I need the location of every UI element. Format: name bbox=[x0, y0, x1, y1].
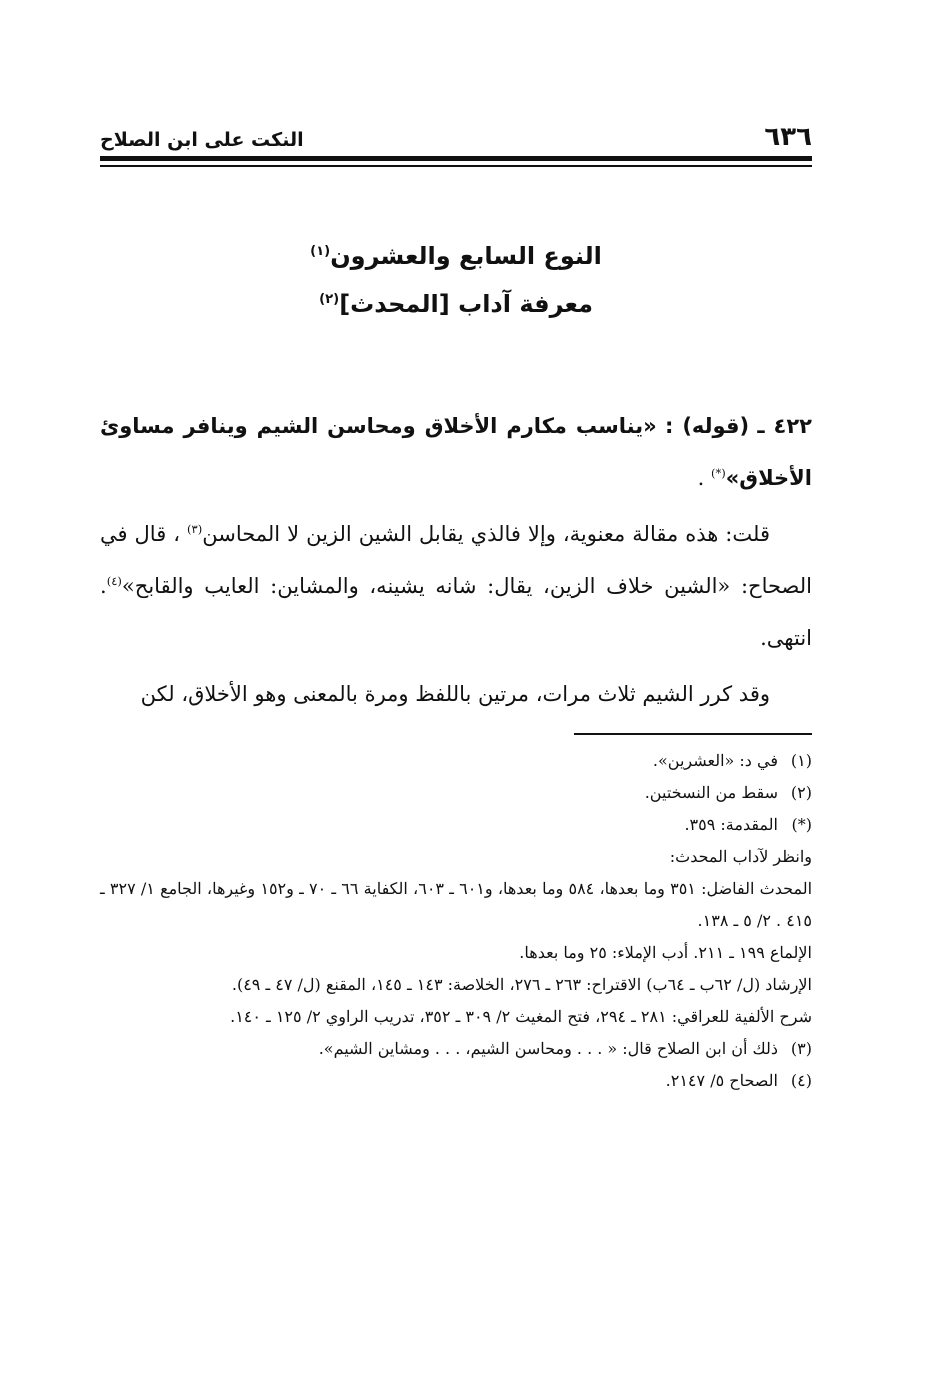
footnote-reference bbox=[100, 841, 812, 873]
footnote-text: المقدمة: ٣٥٩. bbox=[684, 815, 778, 834]
footnote-text: وانظر لآداب المحدث: bbox=[669, 847, 812, 866]
continuation-paragraph bbox=[100, 668, 812, 720]
footnote-text: سقط من النسختين. bbox=[644, 783, 778, 802]
entry-number: ٤٢٢ ـ bbox=[757, 414, 812, 438]
footnote bbox=[100, 1065, 812, 1097]
page-header bbox=[100, 112, 812, 152]
entry-end: . bbox=[697, 466, 705, 490]
footnote-text: ذلك أن ابن الصلاح قال: « . . . ومحاسن الشيم، . . . ومشاين الشيم». bbox=[318, 1039, 778, 1058]
continuation-text: وقد كرر الشيم ثلاث مرات، مرتين باللفظ ومرة بالمعنى وهو الأخلاق، لكن bbox=[140, 682, 770, 706]
footnote-reference bbox=[100, 937, 812, 969]
footnote bbox=[100, 777, 812, 809]
chapter-subtitle-text: معرفة آداب [المحدث] bbox=[339, 290, 593, 318]
commentary-note-4: (٤) bbox=[106, 574, 122, 588]
footnote-reference bbox=[100, 969, 812, 1001]
footnote-text: الإلماع ١٩٩ ـ ٢١١. أدب الإملاء: ٢٥ وما بعدها. bbox=[519, 943, 812, 962]
chapter-title bbox=[100, 232, 812, 280]
entry-head: (قوله) : bbox=[664, 414, 750, 438]
running-title: النكت على ابن الصلاح bbox=[100, 129, 304, 151]
commentary-text-a: قلت: هذه مقالة معنوية، وإلا فالذي يقابل الشين الزين لا المحاسن bbox=[202, 522, 770, 546]
footnote bbox=[100, 809, 812, 841]
entry-paragraph bbox=[100, 400, 812, 504]
commentary-text-c: . انتهى. bbox=[100, 574, 812, 650]
footnote bbox=[100, 745, 812, 777]
footnote-separator bbox=[574, 733, 812, 735]
footnote bbox=[100, 1033, 812, 1065]
header-rule-thick bbox=[100, 156, 812, 161]
chapter-subtitle-note: (٢) bbox=[319, 292, 340, 307]
footnote-mark: (١) bbox=[790, 751, 812, 770]
commentary-paragraph bbox=[100, 508, 812, 664]
footnote-mark: (*) bbox=[791, 815, 812, 834]
main-text bbox=[100, 400, 812, 724]
footnote-reference bbox=[100, 1001, 812, 1033]
chapter-heading bbox=[100, 232, 812, 328]
commentary-note-3: (٣) bbox=[187, 522, 203, 536]
commentary-text-b: ، قال في الصحاح: «الشين خلاف الزين، يقال: شانه يشينه، والمشاين: العايب والقابح» bbox=[100, 522, 812, 598]
entry-quote-note: (*) bbox=[710, 466, 726, 480]
footnote-mark: (٢) bbox=[790, 783, 812, 802]
footnote-text: المحدث الفاضل: ٣٥١ وما بعدها، ٥٨٤ وما بعدها، و٦٠١ ـ ٦٠٣، الكفاية ٦٦ ـ ٧٠ ـ و١٥٢ وغيرها، الجامع ١/ ٣٢٧ ـ ٤١٥ . ٢/ ٥ ـ ١٣٨. bbox=[100, 879, 813, 930]
page-number: ٦٣٦ bbox=[764, 122, 812, 152]
footnotes bbox=[100, 745, 812, 1097]
header-rule-thin bbox=[100, 165, 812, 167]
footnote-text: في د: «العشرين». bbox=[652, 751, 778, 770]
chapter-title-note: (١) bbox=[310, 244, 331, 259]
entry-quote: «يناسب مكارم الأخلاق ومحاسن الشيم وينافر مساوئ الأخلاق» bbox=[100, 414, 812, 490]
footnote-text: الإرشاد (ل/ ٦٢ب ـ ٦٤ب) الاقتراح: ٢٦٣ ـ ٢٧٦، الخلاصة: ١٤٣ ـ ١٤٥، المقنع (ل/ ٤٧ ـ ٤٩). bbox=[231, 975, 812, 994]
footnote-mark: (٤) bbox=[790, 1071, 812, 1090]
footnote-reference bbox=[100, 873, 812, 937]
chapter-title-text: النوع السابع والعشرون bbox=[330, 242, 602, 270]
footnote-text: شرح الألفية للعراقي: ٢٨١ ـ ٢٩٤، فتح المغيث ٢/ ٣٠٩ ـ ٣٥٢، تدريب الراوي ٢/ ١٢٥ ـ ١٤٠. bbox=[230, 1007, 812, 1026]
chapter-subtitle bbox=[100, 280, 812, 328]
footnote-text: الصحاح ٥/ ٢١٤٧. bbox=[665, 1071, 778, 1090]
footnote-mark: (٣) bbox=[790, 1039, 812, 1058]
